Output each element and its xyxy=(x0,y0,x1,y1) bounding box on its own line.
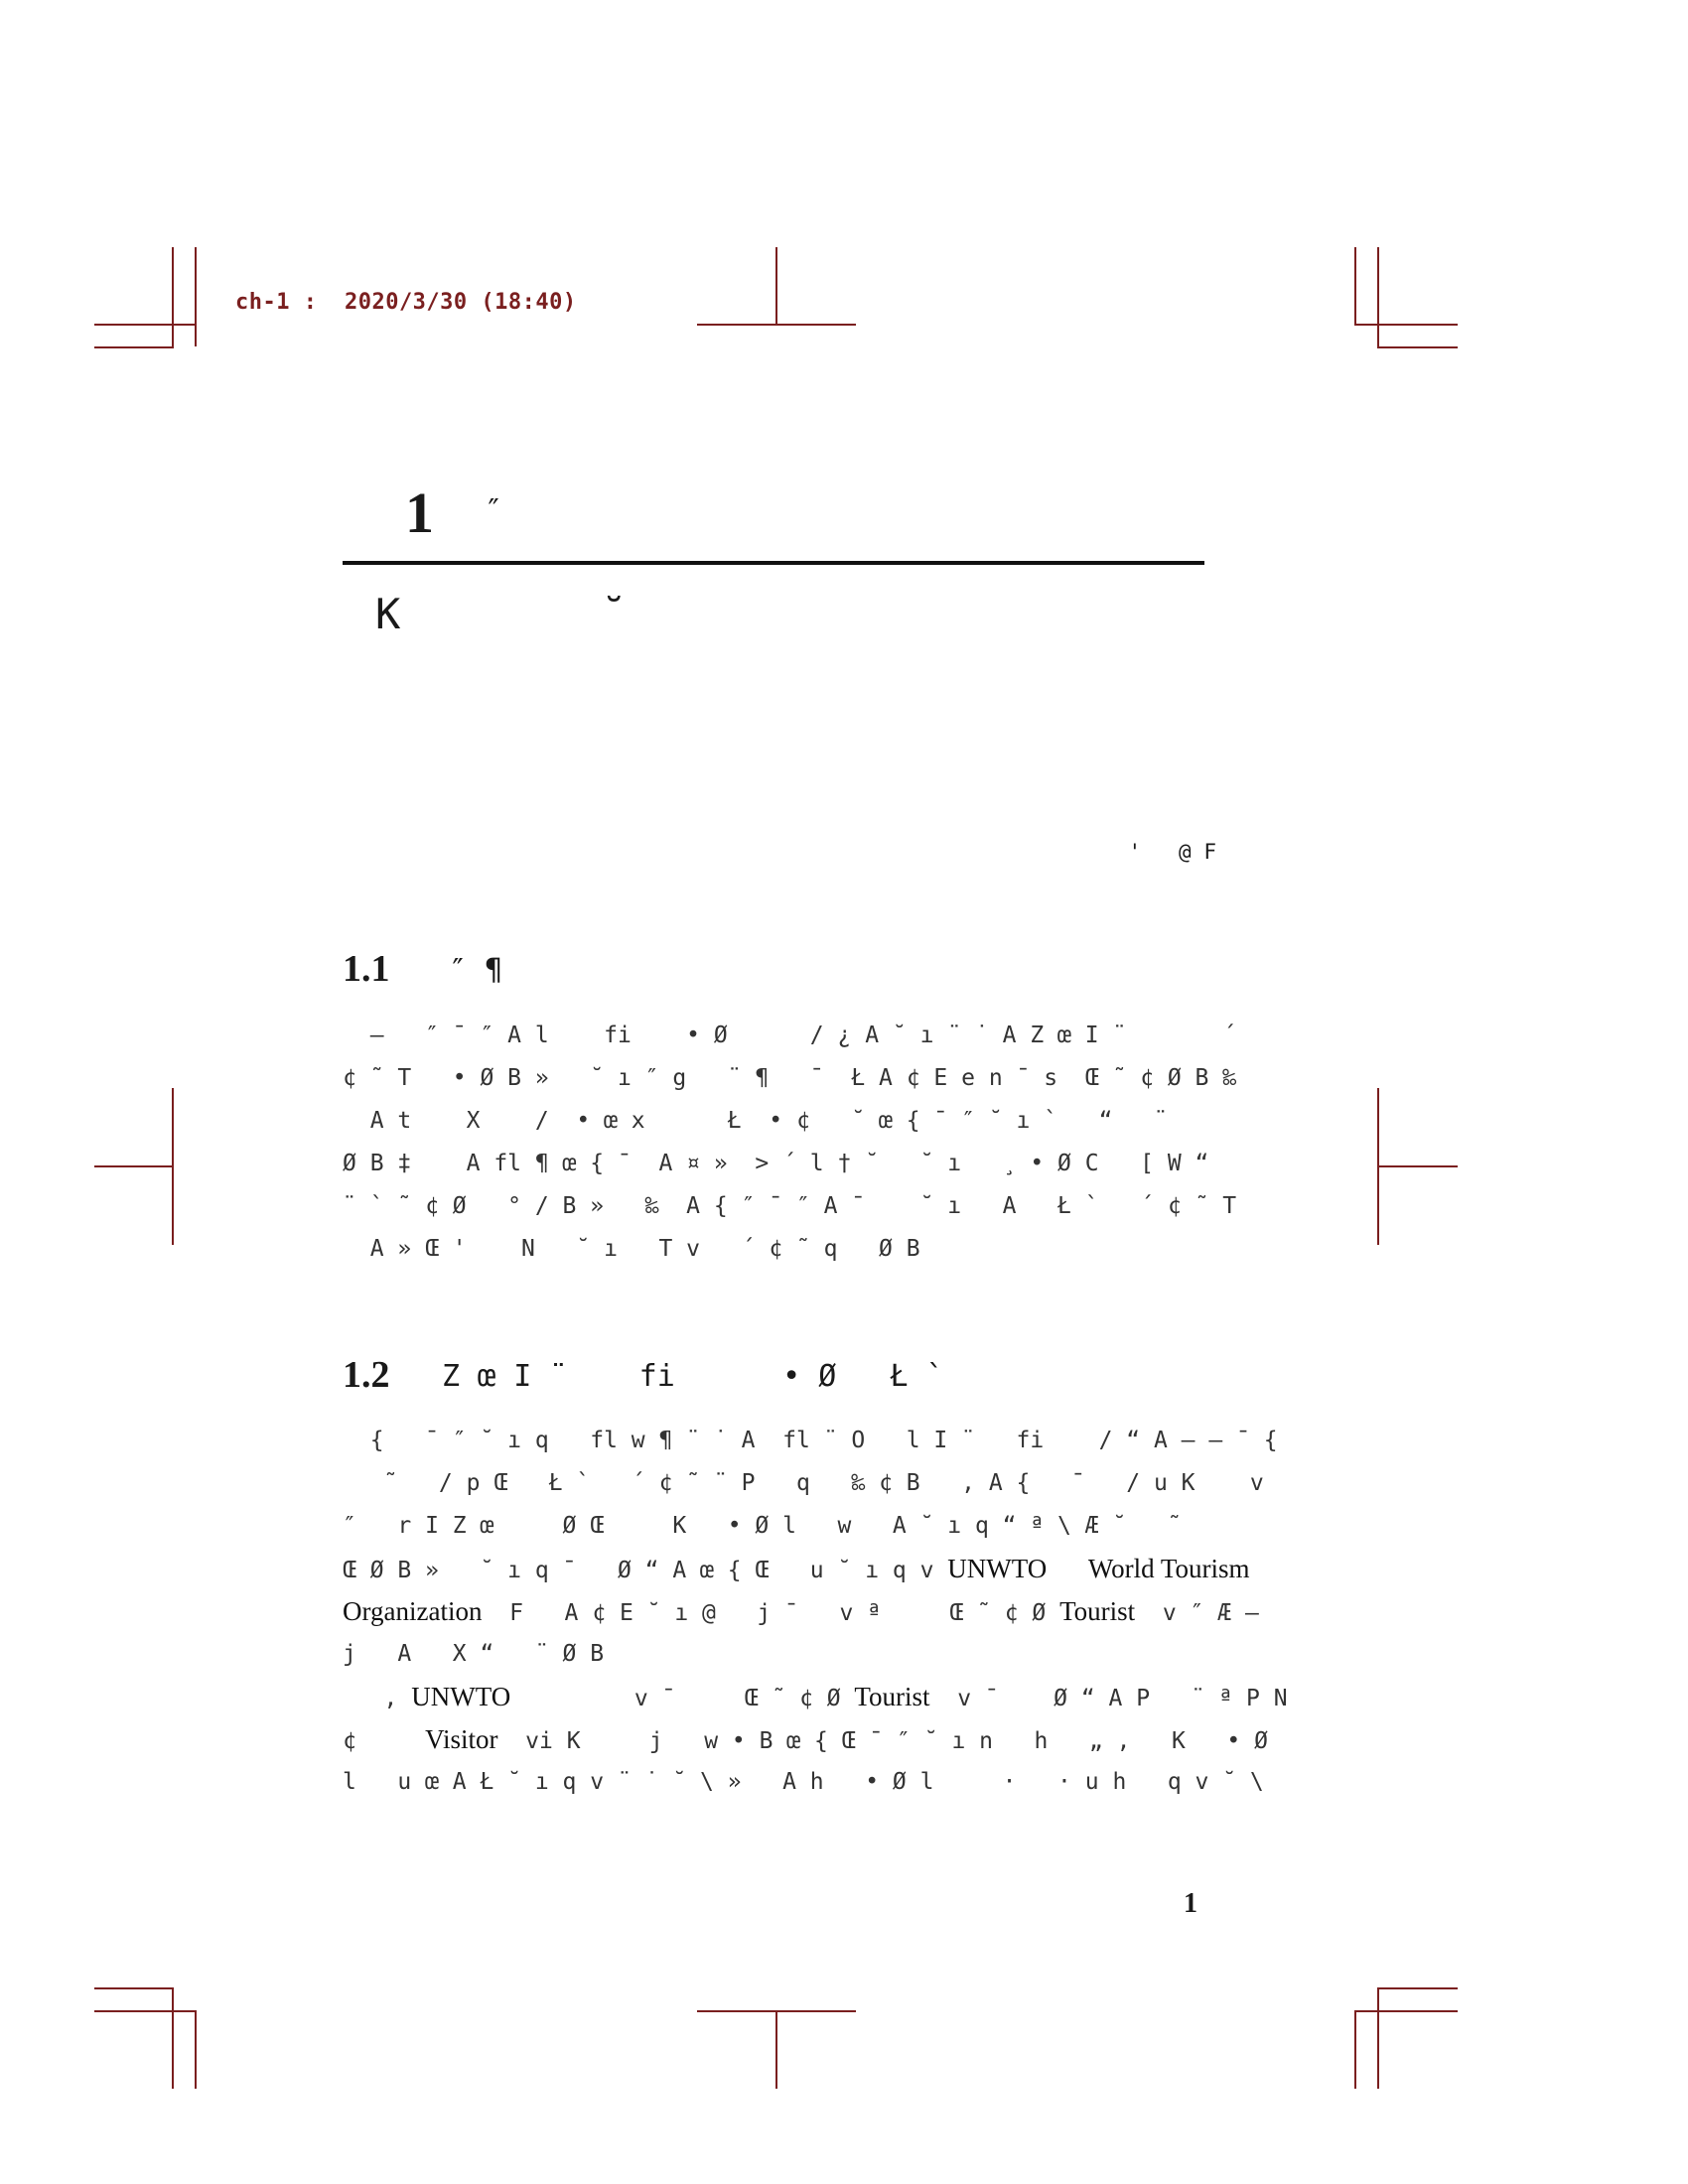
text-run xyxy=(1047,1558,1088,1583)
chapter-number: 1 xyxy=(405,480,434,545)
text-run: Ø B ‡ A fl ¶ œ { ¯ A ¤ » > ´ l † ˘ ˘ ı ¸ • Ø C [ W “ xyxy=(343,1151,1209,1176)
text-run: A t X / • œ x Ł • ¢ ˘ œ { ¯ ″ ˘ ı ` “ ¨ xyxy=(343,1108,1168,1134)
crop-mark xyxy=(1354,324,1458,326)
text-run: vi K j w • B œ { Œ ¯ ″ ˘ ı n h „ , K • Ø xyxy=(497,1728,1268,1754)
text-line xyxy=(343,1057,1236,1100)
text-line xyxy=(343,1462,1264,1505)
latin-term: Tourist xyxy=(854,1682,930,1711)
text-line xyxy=(343,1100,1236,1143)
latin-term: Organization xyxy=(343,1596,483,1626)
section-title: ″ ¶ xyxy=(449,953,503,988)
chapter-rule xyxy=(343,561,1204,565)
text-line xyxy=(343,1185,1236,1228)
crop-mark xyxy=(775,2010,777,2089)
section-number: 1.2 xyxy=(343,1354,390,1396)
latin-term: Visitor xyxy=(425,1724,498,1754)
text-run: , xyxy=(343,1686,412,1711)
section-body xyxy=(343,1015,1236,1271)
text-run: – ″ ¯ ″ A l fi • Ø / ¿ A ˘ ı ¨ ˙ A Z œ I ¨ ´ xyxy=(343,1023,1237,1048)
latin-term: UNWTO xyxy=(411,1682,511,1711)
crop-mark xyxy=(172,1987,174,2089)
text-line xyxy=(343,1718,1268,1761)
crop-mark xyxy=(1377,346,1458,348)
text-run: ″ r I Z œ Ø Œ K • Ø l w A ˘ ı q “ ª \ Æ ˘ ˜ xyxy=(343,1513,1182,1539)
crop-mark xyxy=(1377,1165,1458,1167)
crop-mark xyxy=(195,247,197,346)
text-line xyxy=(343,1505,1236,1548)
crop-mark xyxy=(94,1165,174,1167)
chapter-subtitle: K ˘ xyxy=(375,590,627,638)
latin-term: World Tourism xyxy=(1087,1554,1250,1583)
crop-mark xyxy=(1354,247,1356,326)
crop-mark xyxy=(94,324,197,326)
crop-mark xyxy=(172,247,174,348)
text-line xyxy=(343,1015,1236,1057)
section-title: Z œ I ¨ fi • Ø Ł ` xyxy=(442,1359,944,1394)
text-run: l u œ A Ł ˘ ı q v ¨ ˙ ˘ \ » A h • Ø l · · u h q v ˘ \ xyxy=(343,1769,1264,1795)
crop-mark xyxy=(1377,247,1379,348)
text-run: ¨ ` ˜ ¢ Ø ° / B » ‰ A { ″ ¯ ″ A ¯ ˘ ı A Ł ` ´ ¢ ˜ T xyxy=(343,1193,1237,1219)
text-run: ˜ / p Œ Ł ` ´ ¢ ˜ ¨ P q ‰ ¢ B , A { ¯ / u K v xyxy=(343,1470,1264,1496)
text-line xyxy=(343,1228,1236,1271)
text-run: v ¯ Ø “ A P ¨ ª P N xyxy=(929,1686,1288,1711)
text-run: { ¯ ″ ˘ ı q fl w ¶ ¨ ˙ A fl ¨ O l I ¨ fi / “ A – – ¯ { xyxy=(343,1428,1278,1453)
crop-mark xyxy=(94,346,174,348)
crop-mark xyxy=(697,324,856,326)
text-run: ¢ ˜ T • Ø B » ˘ ı ″ g ¨ ¶ ¯ Ł A ¢ E e n ¯ s Œ ˜ ¢ Ø B ‰ xyxy=(343,1065,1237,1091)
text-line xyxy=(343,1590,1259,1633)
latin-term: Tourist xyxy=(1059,1596,1136,1626)
crop-mark xyxy=(1354,2010,1458,2012)
text-line xyxy=(343,1761,1264,1804)
text-line xyxy=(343,1143,1236,1185)
text-run: ¢ xyxy=(343,1728,426,1754)
crop-mark xyxy=(697,2010,856,2012)
page-number: 1 xyxy=(1184,1888,1197,1919)
crop-mark xyxy=(1377,1987,1458,1989)
text-run: A » Œ ' N ˘ ı T v ´ ¢ ˜ q Ø B xyxy=(343,1236,920,1262)
text-line xyxy=(343,1676,1288,1718)
crop-mark xyxy=(775,247,777,326)
text-line xyxy=(343,1420,1278,1462)
crop-mark xyxy=(94,2010,197,2012)
section-number: 1.1 xyxy=(343,948,390,990)
chapter-title: ″ xyxy=(485,493,503,528)
text-run: v ″ Æ – xyxy=(1135,1600,1259,1626)
text-run: j A X “ ¨ Ø B xyxy=(343,1641,605,1667)
text-run: v ¯ Œ ˜ ¢ Ø xyxy=(510,1686,855,1711)
text-run: F A ¢ E ˘ ı @ j ¯ v ª Œ ˜ ¢ Ø xyxy=(482,1600,1060,1626)
crop-mark xyxy=(1354,2010,1356,2089)
epigraph: ' @ F xyxy=(1128,840,1216,864)
text-line xyxy=(343,1548,1250,1590)
crop-mark xyxy=(195,2010,197,2089)
text-run: Œ Ø B » ˘ ı q ¯ Ø “ A œ { Œ u ˘ ı q v xyxy=(343,1558,948,1583)
latin-term: UNWTO xyxy=(947,1554,1048,1583)
text-line xyxy=(343,1633,1236,1676)
section-body xyxy=(343,1420,1288,1804)
crop-mark xyxy=(94,1987,174,1989)
print-timestamp: ch-1 : 2020/3/30 (18:40) xyxy=(235,290,577,315)
crop-mark xyxy=(1377,1987,1379,2089)
